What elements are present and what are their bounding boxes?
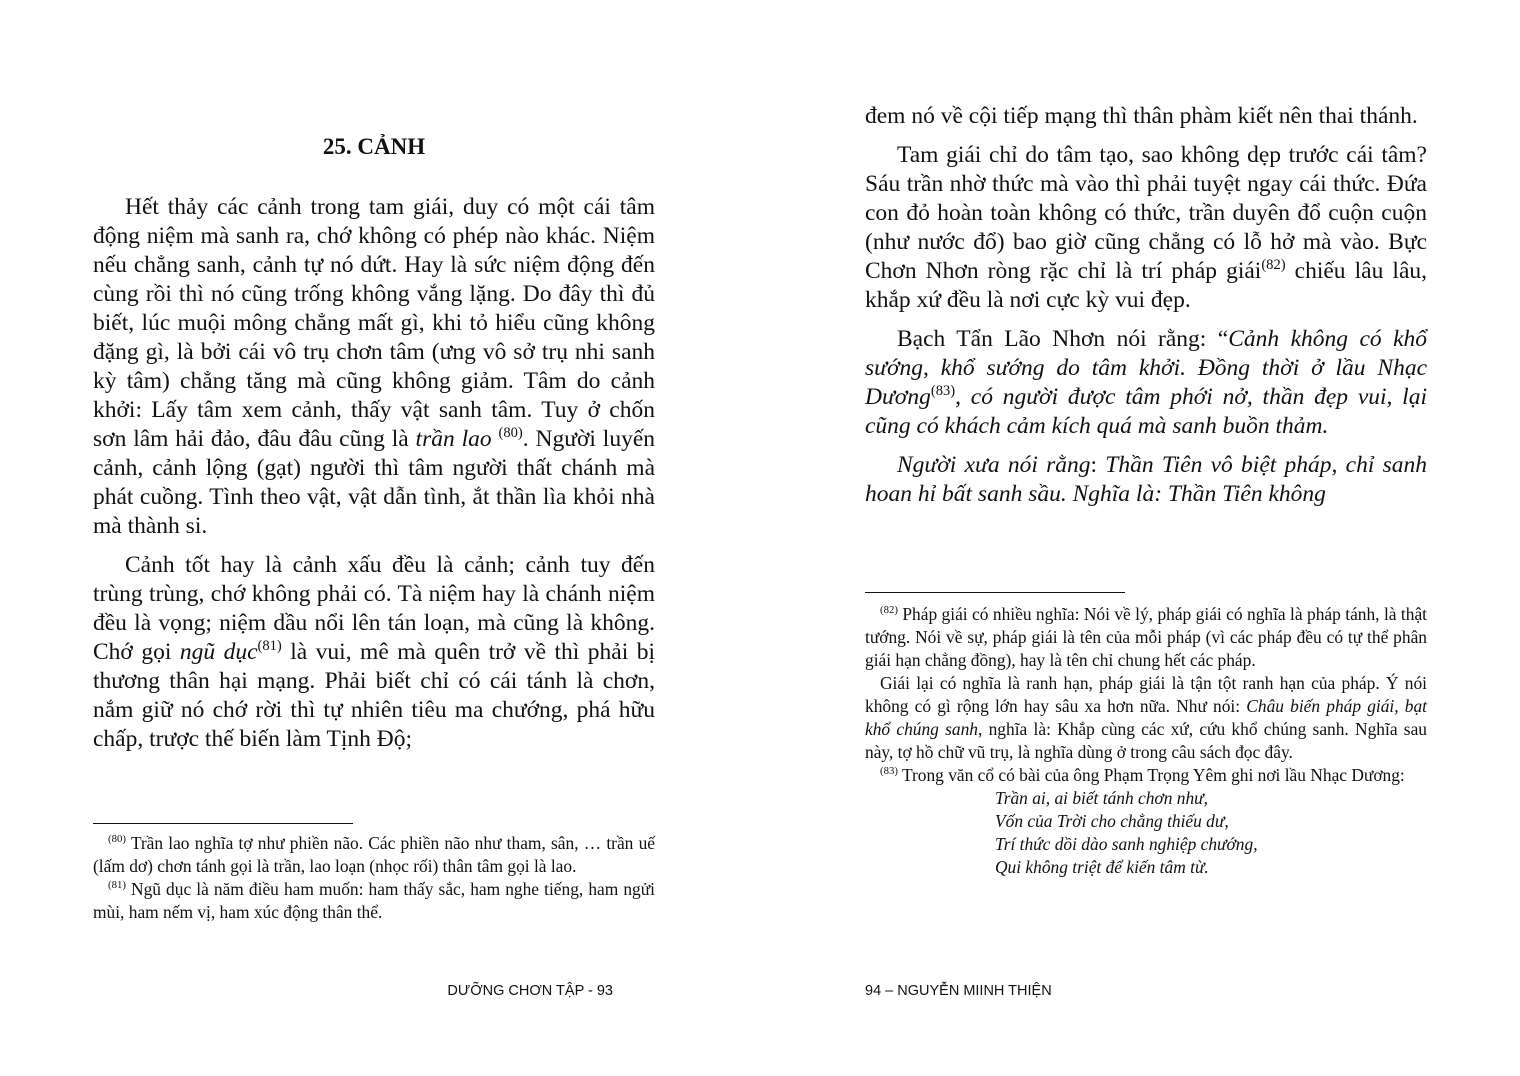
right-paragraph-1 bbox=[865, 102, 1427, 131]
text-run: Cảnh tốt hay là cảnh xấu đều là cảnh; cảnh tuy đến trùng trùng, chớ không phải có. Tà niệm hay là chánh niệm đều là vọng; niệm dầu nổi lên tán loạn, mà cũng là không. Chớ gọi bbox=[93, 552, 655, 665]
left-paragraph-1 bbox=[93, 193, 655, 541]
left-body-text bbox=[93, 193, 655, 764]
footnote-ref: (80) bbox=[108, 833, 126, 846]
text-run: đem nó về cội tiếp mạng thì thân phàm kiết nên thai thánh. bbox=[865, 103, 1418, 129]
footnote-ref: (81) bbox=[257, 638, 282, 655]
text-run: , nghĩa là: Khắp cùng các xứ, cứu khổ chúng sanh. Nghĩa sau này, tợ hồ chữ vũ trụ, là nghĩa dùng ở trong câu sách đọc đây. bbox=[865, 719, 1427, 762]
text-run: Ngũ dục là năm điều ham muốn: ham thấy sắc, ham nghe tiếng, ham ngửi mùi, ham nếm vị, ham xúc động thân thể. bbox=[93, 879, 655, 922]
left-footnotes bbox=[93, 832, 655, 924]
footnote-ref: (82) bbox=[1261, 257, 1286, 274]
right-paragraph-2 bbox=[865, 141, 1427, 315]
right-footnote-divider bbox=[865, 592, 1125, 593]
footnote-ref: (80) bbox=[498, 425, 523, 442]
text-run: Hết thảy các cảnh trong tam giái, duy có một cái tâm động niệm mà sanh ra, chớ không có phép nào khác. Niệm nếu chẳng sanh, cảnh tự nó dứt. Hay là sức niệm động đến cùng rồi thì nó cũng trống không vắng lặng. Do đây thì đủ biết, lúc muội mông chẳng mất gì, khi tỏ hiểu cũng không đặng gì, là bởi cái vô trụ chơn tâm (ưng vô sở trụ nhi sanh kỳ tâm) chẳng tăng mà cũng không giảm. Tâm do cảnh khởi: Lấy tâm xem cảnh, thấy vật sanh tâm. Tuy ở chốn sơn lâm hải đảo, đâu đâu cũng là bbox=[93, 194, 655, 452]
poem-line: Trần ai, ai biết tánh chơn như, bbox=[995, 788, 1208, 808]
left-page bbox=[93, 0, 655, 1076]
text-run bbox=[492, 426, 499, 452]
footnote-80 bbox=[93, 832, 655, 878]
text-run: chiếu lâu lâu, khắp xứ đều là nơi cực kỳ vui đẹp. bbox=[865, 258, 1427, 313]
poem-line: Trí thức dồi dào sanh nghiệp chướng, bbox=[995, 834, 1258, 854]
chapter-title: 25. CẢNH bbox=[322, 134, 426, 159]
poem-line: Vốn của Trời cho chẳng thiếu dư, bbox=[995, 811, 1229, 831]
poem-line: Qui không triệt để kiến tâm từ. bbox=[995, 857, 1209, 877]
footnote-ref: (83) bbox=[880, 765, 898, 778]
text-run: Bạch Tẩn Lão Nhơn nói rằng: “ bbox=[897, 326, 1229, 352]
right-paragraph-4 bbox=[865, 451, 1427, 509]
footnote-ref: (81) bbox=[108, 879, 126, 892]
text-run: Giái lại có nghĩa là ranh hạn, pháp giái là tận tột ranh hạn của pháp. Ý nói không có gì rộng lớn hay sâu xa hơn nữa. Như nói: bbox=[865, 673, 1427, 716]
text-run: Pháp giái có nhiều nghĩa: Nói về lý, pháp giái có nghĩa là pháp tánh, là thật tướng. Nói về sự, pháp giái là tên của mỗi pháp (vì các pháp đều có tự thể phân giái hạn chẳng đồng), hay là tên chỉ chung hết các pháp. bbox=[865, 604, 1427, 670]
text-run: Trần lao nghĩa tợ như phiền não. Các phiền não như tham, sân, … trần uế (lấm dơ) chơn tánh gọi là trần, lao loạn (nhọc rối) thân tâm gọi là lao. bbox=[93, 833, 655, 876]
footnote-ref: (82) bbox=[880, 604, 898, 617]
right-paragraph-3 bbox=[865, 325, 1427, 441]
poem-verse bbox=[995, 787, 1427, 879]
text-run: Trong văn cổ có bài của ông Phạm Trọng Yêm ghi nơi lầu Nhạc Dương: bbox=[897, 765, 1405, 785]
left-page-footer: DƯỠNG CHƠN TẬP - 93 bbox=[447, 983, 613, 999]
left-paragraph-2 bbox=[93, 551, 655, 754]
italic-text: trần lao bbox=[415, 426, 492, 452]
footnote-83 bbox=[865, 764, 1427, 787]
italic-text: , có người được tâm phới nở, thần đẹp vui, lại cũng có khách cảm kích quá mà sanh buồn thảm. bbox=[865, 384, 1427, 439]
italic-text: Thần Tiên vô biệt pháp, chỉ sanh hoan hỉ bất sanh sầu. Nghĩa là: Thần Tiên không bbox=[865, 452, 1428, 507]
footnote-82-continued bbox=[865, 672, 1427, 764]
italic-text: Cảnh không có khổ sướng, khổ sướng do tâm khởi. Đồng thời ở lầu Nhạc Dương bbox=[865, 326, 1428, 410]
italic-text: Châu biến pháp giái, bạt khổ chúng sanh bbox=[865, 696, 1427, 739]
right-body-text bbox=[865, 102, 1427, 519]
footnote-ref: (83) bbox=[930, 383, 956, 400]
left-footnote-divider bbox=[93, 823, 353, 824]
right-page bbox=[865, 0, 1427, 1076]
italic-text: ngũ dục bbox=[179, 639, 258, 665]
text-run: : bbox=[1090, 452, 1106, 478]
footnote-82 bbox=[865, 603, 1427, 672]
italic-text: Người xưa nói rằng bbox=[897, 452, 1091, 478]
right-page-footer: 94 – NGUYỄN MIINH THIỆN bbox=[865, 983, 1052, 999]
text-run: là vui, mê mà quên trở về thì phải bị thương thân hại mạng. Phải biết chỉ có cái tánh là chơn, nắm giữ nó chớ rời thì tự nhiên tiêu ma chướng, phá hữu chấp, trược thế biến làm Tịnh Độ; bbox=[93, 639, 655, 752]
footnote-81 bbox=[93, 878, 655, 924]
right-footnotes bbox=[865, 603, 1427, 879]
text-run: . Người luyến cảnh, cảnh lộng (gạt) người thì tâm người thất chánh mà phát cuồng. Tình theo vật, vật dẫn tình, ắt thần lìa khỏi nhà mà thành si. bbox=[93, 426, 656, 539]
text-run: Tam giái chỉ do tâm tạo, sao không dẹp trước cái tâm? Sáu trần nhờ thức mà vào thì phải tuyệt ngay cái thức. Đứa con đỏ hoàn toàn không có thức, trần duyên đổ cuộn cuộn (như nước đổ) bao giờ cũng chẳng có lỗ hở mà vào. Bực Chơn Nhơn ròng rặc chỉ là trí pháp giái bbox=[865, 142, 1427, 284]
